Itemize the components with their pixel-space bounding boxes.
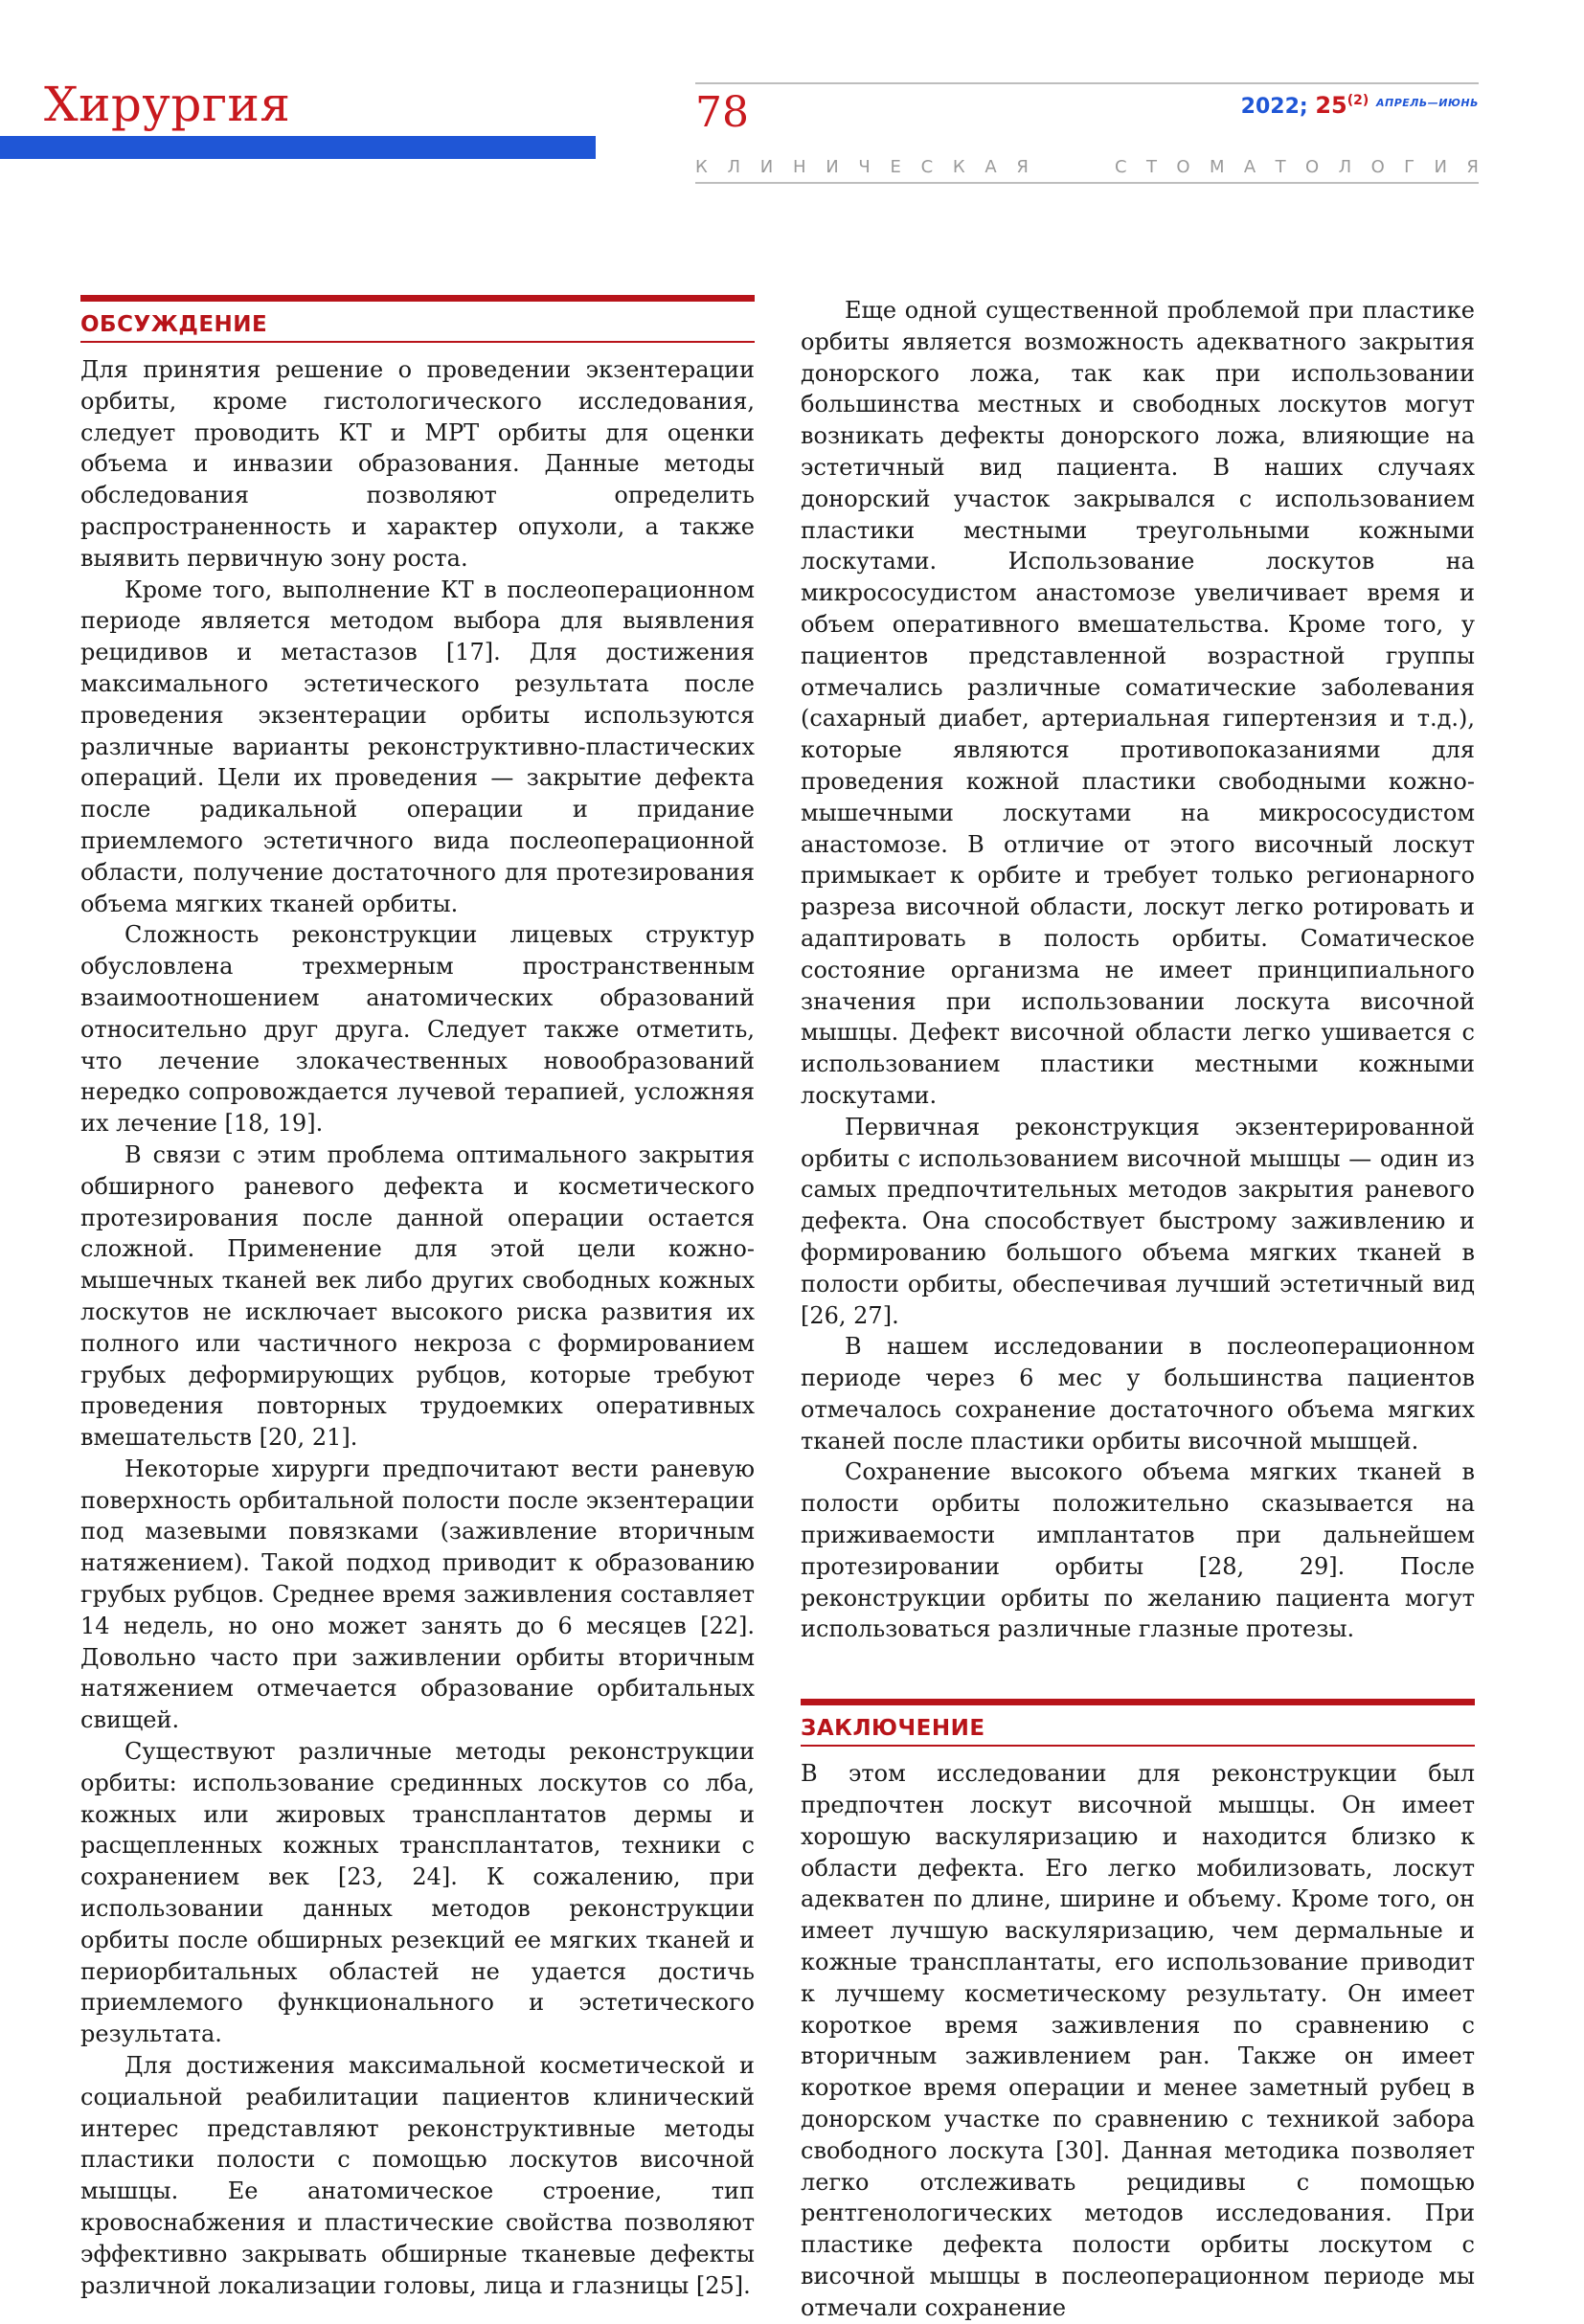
discussion-heading-block [80,295,755,343]
heading-rule-thin [801,1745,1475,1747]
discussion-heading: ОБСУЖДЕНИЕ [80,312,268,337]
journal-letter: О [1370,157,1385,177]
journal-letter: Т [1275,157,1286,177]
discussion-paragraph-10: В нашем исследовании в послеоперационном периоде через 6 мес у большинства пациентов отмечалось сохранение достаточного объема мягких тканей после пластики орбиты височной мышцей. [801,1333,1475,1455]
journal-word-2 [1115,157,1479,177]
conclusion-paragraph-1: В этом исследовании для реконструкции был предпочтен лоскут височной мышцы. Он имеет хорошую васкуляризацию и находится близко к области дефекта. Его легко мобилизовать, лоскут адекватен по длине, ширине и объему. Кроме того, он имеет лучшую васкуляризацию, чем дермальные и кожные трансплантаты, его использование приводит к лучшему косметическому результату. Он имеет короткое время заживления по сравнению с вторичным заживлением ран. Также он имеет короткое время операции и менее заметный рубец в донорском участке по сравнению с техникой забора свободного лоскута [30]. Данная методика позволяет легко отслеживать рецидивы с помощью рентгенологических методов исследования. При пластике дефекта полости орбиты лоскутом с височной мышцы в послеоперационном периоде мы отмечали сохранение [801,1760,1475,2321]
journal-letter: М [1209,157,1225,177]
page-number: 78 [695,88,749,137]
issue-number: (2) [1346,93,1369,108]
discussion-paragraph-7: Для достижения максимальной косметической и социальной реабилитации пациентов клинический интерес представляют реконструктивные методы пластики полости с помощью лоскутов височной мышцы. Ее анатомическое строение, тип кровоснабжения и пластические свойства позволяют эффективно закрывать обширные тканевые дефекты различной локализации головы, лица и глазницы [25]. [80,2052,755,2299]
journal-letter: Т [1145,157,1157,177]
discussion-paragraph-1: Для принятия решение о проведении экзентерации орбиты, кроме гистологического исследования, следует проводить КТ и МРТ орбиты для оценки объема и инвазии образования. Данные методы обследования позволяют определить распространенность и характер опухоли, а также выявить первичную зону роста. [80,356,755,572]
discussion-paragraph-9: Первичная реконструкция экзентерированной орбиты с использованием височной мышцы — один из самых предпочтительных методов закрытия раневого дефекта. Она способствует быстрому заживлению и формированию большого объема мягких тканей в полости орбиты, обеспечивая лучший эстетичный вид [26, 27]. [801,1113,1475,1329]
issue-volume: 25 [1315,92,1347,119]
issue-year: 2022; [1240,95,1308,119]
page-header [0,0,1584,192]
journal-letter: А [1243,157,1256,177]
journal-letter: Я [1466,157,1479,177]
discussion-paragraph-3: Сложность реконструкции лицевых структур обусловлена трехмерным пространственным взаимоотношением анатомических образований относительно друг друга. Следует также отметить, что лечение злокачественных новообразований нередко сопровождается лучевой терапией, усложняя их лечение [18, 19]. [80,921,755,1138]
journal-letter: Л [727,157,741,177]
journal-letter: К [952,157,965,177]
header-blue-bar [0,136,596,159]
discussion-paragraph-11: Сохранение высокого объема мягких тканей в полости орбиты положительно сказывается на приживаемости имплантатов при дальнейшем протезировании орбиты [28, 29]. После реконструкции орбиты по желанию пациента могут использоваться различные глазные протезы. [801,1458,1475,1643]
heading-rule-thick [801,1699,1475,1705]
conclusion-heading-block [801,1699,1475,1747]
discussion-paragraph-5: Некоторые хирурги предпочитают вести раневую поверхность орбитальной полости после экзентерации под мазевыми повязками (заживление вторичным натяжением). Такой подход приводит к образованию грубых рубцов. Среднее время заживления составляет 14 недель, но оно может занять до 6 месяцев [22]. Довольно часто при заживлении орбиты вторичным натяжением отмечается образование орбитальных свищей. [80,1455,755,1734]
heading-rule-thick [80,295,755,302]
discussion-paragraph-6: Существуют различные методы реконструкции орбиты: использование срединных лоскутов со лба, кожных или жировых трансплантатов дермы и расщепленных кожных трансплантатов, техники с сохранением век [23, 24]. К сожалению, при использовании данных методов реконструкции орбиты после обширных резекций ее мягких тканей и периорбитальных областей не удается достичь приемлемого функционального и эстетического результата. [80,1738,755,2048]
discussion-paragraph-8: Еще одной существенной проблемой при пластике орбиты является возможность адекватного закрытия донорского ложа, так как при использовании большинства местных и свободных лоскутов могут возникать дефекты донорского ложа, влияющие на эстетичный вид пациента. В наших случаях донорский участок закрывался с использованием пластики местными треугольными кожными лоскутами. Использование лоскутов на микрососудистом анастомозе увеличивает время и объем оперативного вмешательства. Кроме того, у пациентов представленной возрастной группы отмечались различные соматические заболевания (сахарный диабет, артериальная гипертензия и т.д.), которые являются противопоказаниями для проведения кожной пластики свободными кожно-мышечными лоскутами на микрососудистом анастомозе. В отличие от этого височный лоскут примыкает к орбите и требует только регионарного разреза височной области, лоскут легко ротировать и адаптировать в полость орбиты. Соматическое состояние организма не имеет принципиального значения при использовании лоскута височной мышцы. Дефект височной области легко ушивается с использованием пластики местными кожными лоскутами. [801,297,1475,1109]
discussion-paragraph-2: Кроме того, выполнение КТ в послеоперационном периоде является методом выбора для выявления рецидивов и метастазов [17]. Для достижения максимального эстетического результата после проведения экзентерации орбиты используются различные варианты реконструктивно-пластических операций. Цели их проведения — закрытие дефекта после радикальной операции и придание приемлемого эстетичного вида послеоперационной области, получение достаточного для протезирования объема мягких тканей орбиты. [80,575,755,917]
journal-letter: С [920,157,934,177]
journal-letter: И [1434,157,1448,177]
journal-letter: А [984,157,997,177]
journal-letter: Е [890,157,901,177]
header-rule-bottom [695,182,1479,184]
right-column [801,295,1475,2324]
header-rule-top [695,82,1479,84]
heading-rule-thin [80,341,755,343]
journal-name [695,157,1479,177]
journal-letter: И [759,157,774,177]
issue-months: АПРЕЛЬ—ИЮНЬ [1375,97,1479,109]
journal-word-1 [695,157,1029,177]
journal-letter: С [1115,157,1127,177]
journal-letter: К [695,157,708,177]
section-spacer [801,1645,1475,1699]
journal-letter: И [826,157,839,177]
journal-letter: Ч [858,157,871,177]
journal-letter: Г [1404,157,1415,177]
issue-info [1241,92,1479,119]
conclusion-heading: ЗАКЛЮЧЕНИЕ [801,1716,985,1742]
journal-letter: О [1176,157,1190,177]
journal-letter: О [1305,157,1320,177]
discussion-paragraph-4: В связи с этим проблема оптимального закрытия обширного раневого дефекта и косметического протезирования после данной операции остается сложной. Применение для этой цели кожно-мышечных тканей век либо других свободных кожных лоскутов не исключает высокого риска развития их полного или частичного некроза с формированием грубых деформирующих рубцов, которые требуют проведения повторных трудоемких оперативных вмешательств [20, 21]. [80,1140,755,1452]
journal-letter: Л [1338,157,1352,177]
journal-letter: Я [1016,157,1029,177]
section-title: Хирургия [44,77,291,132]
journal-letter: Н [792,157,806,177]
left-column [80,295,755,2301]
